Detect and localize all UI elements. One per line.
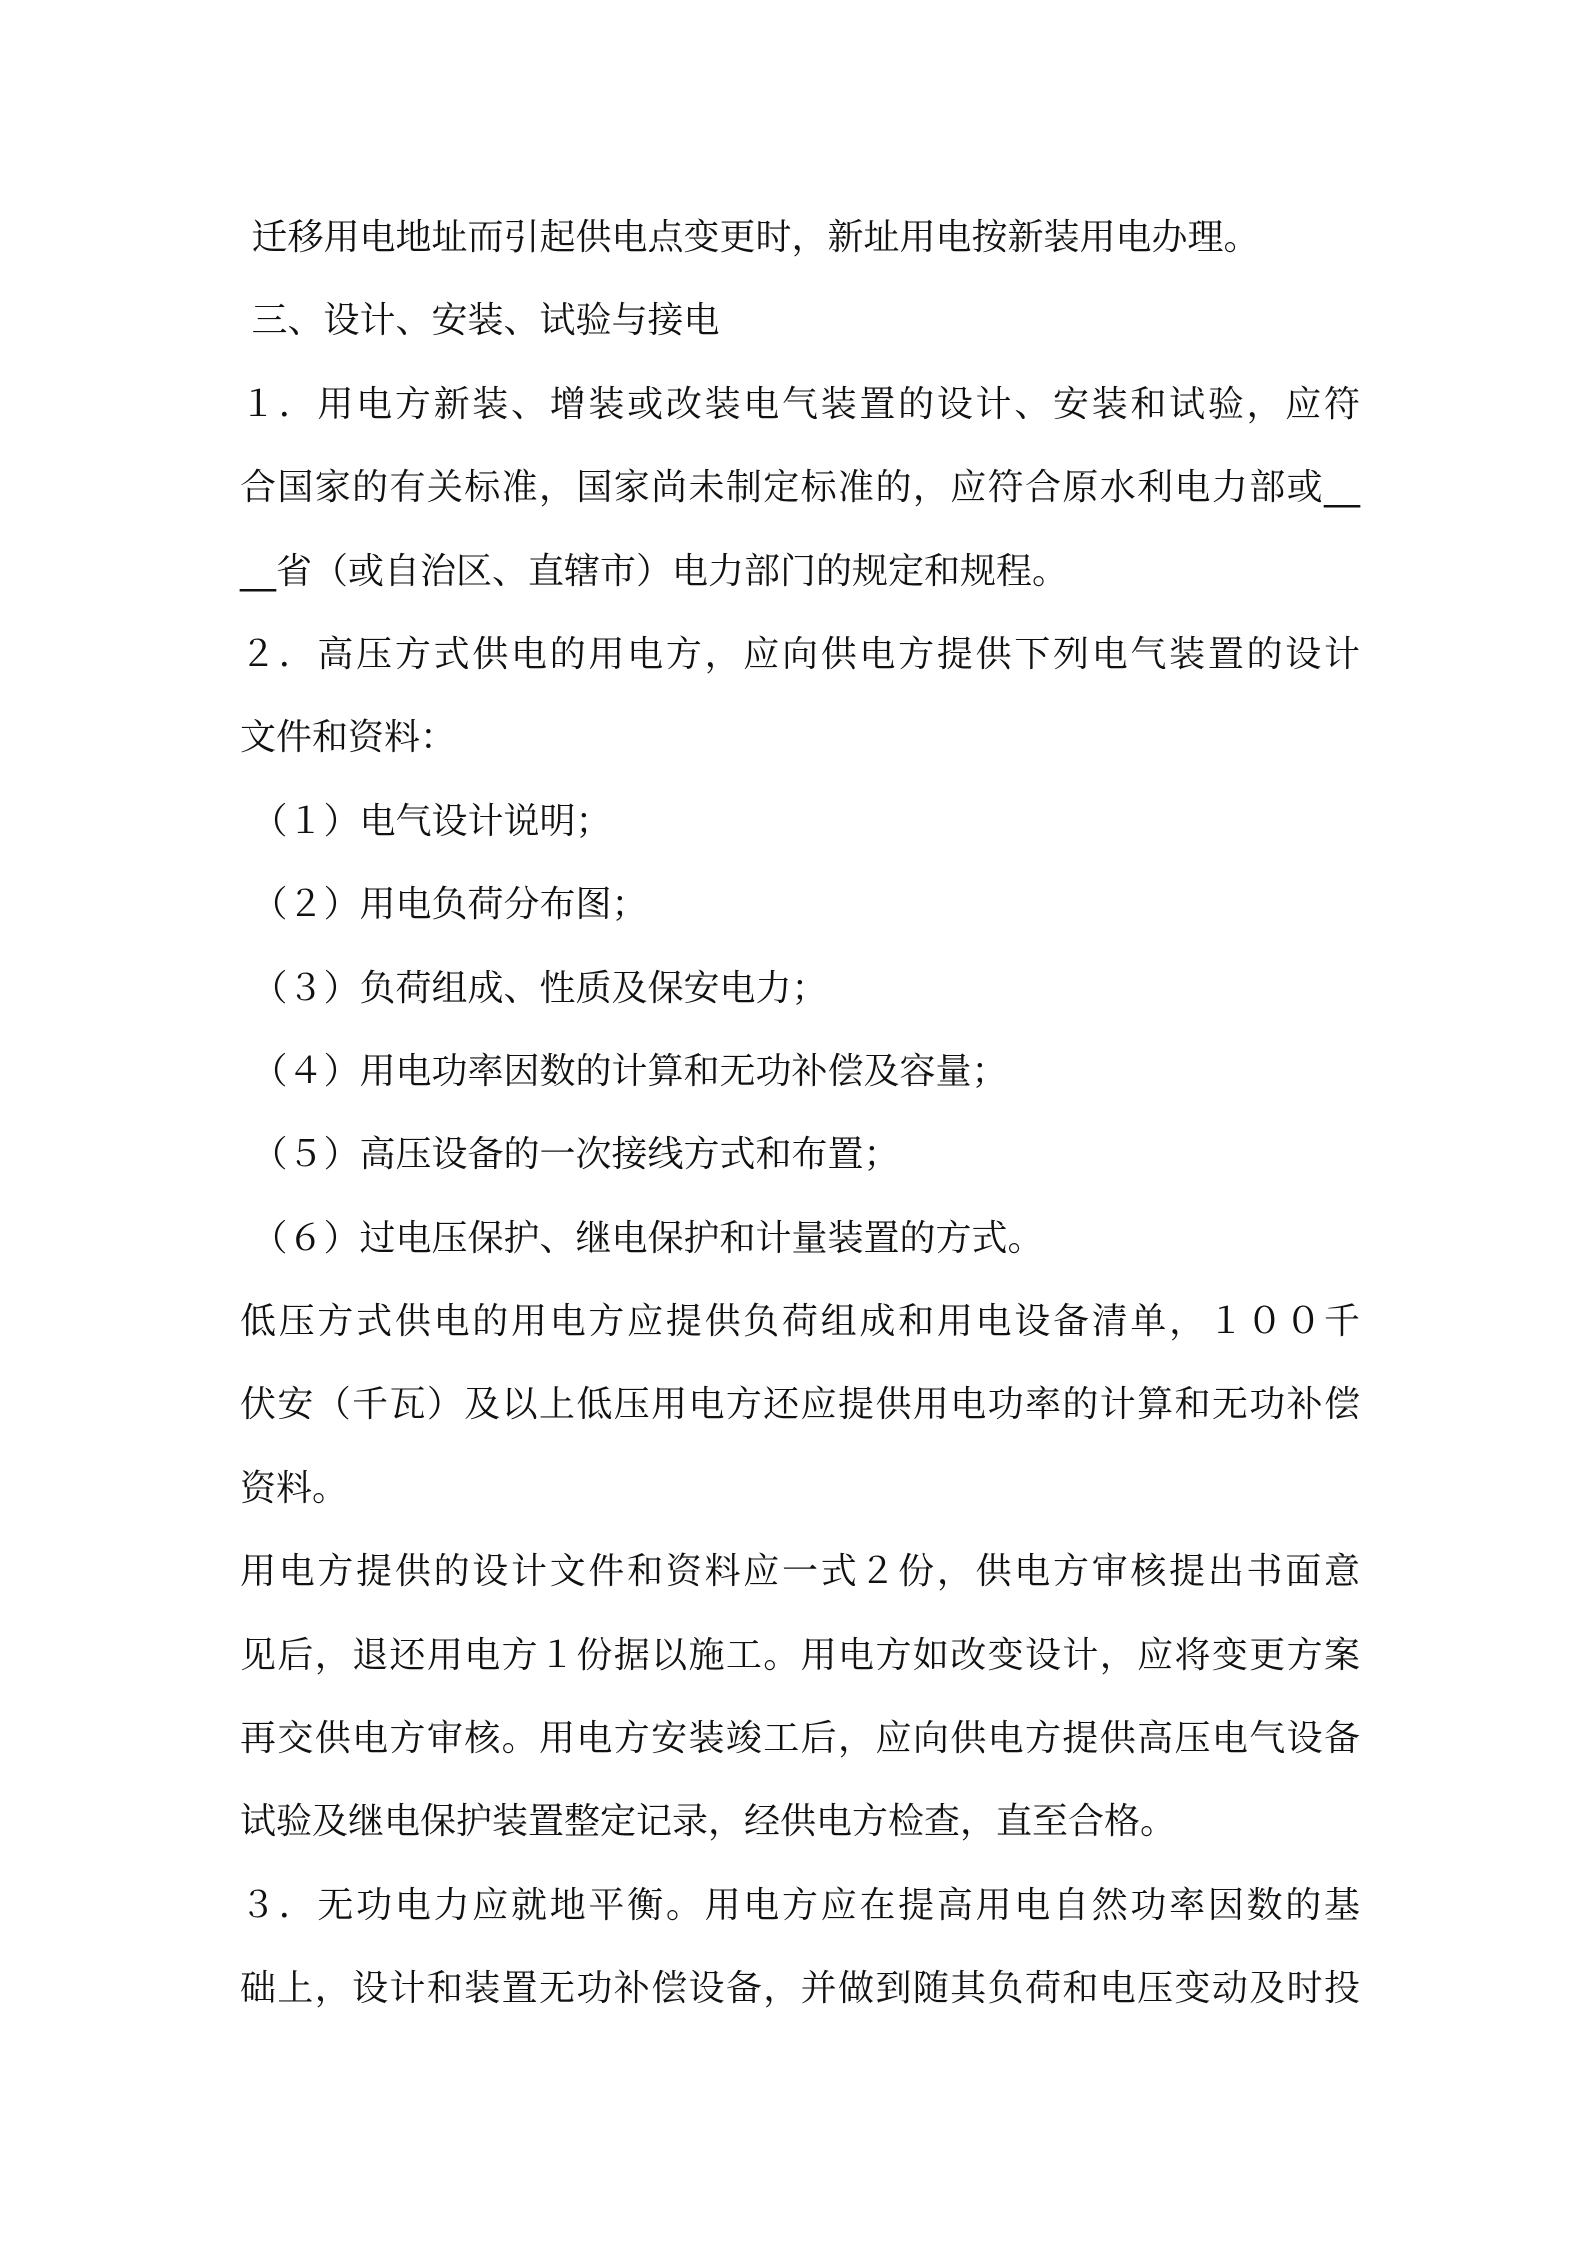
- text-line-1: 迁移用电地址而引起供电点变更时，新址用电按新装用电办理。: [240, 217, 1260, 258]
- text-line-22: 础上，设计和装置无功补偿设备，并做到随其负荷和电压变动及时投: [240, 1968, 1360, 2010]
- text-line-14: 低压方式供电的用电方应提供负荷组成和用电设备清单，１００千: [240, 1301, 1360, 1343]
- list-item-1: （１）电气设计说明；: [240, 800, 612, 842]
- text-line-6: ２．高压方式供电的用电方，应向供电方提供下列电气装置的设计: [240, 633, 1360, 675]
- text-line-3: １．用电方新装、增装或改装电气装置的设计、安装和试验，应符: [240, 383, 1360, 425]
- text-line-17: 用电方提供的设计文件和资料应一式２份，供电方审核提出书面意: [240, 1551, 1360, 1593]
- text-line-7: 文件和资料：: [240, 717, 457, 759]
- text-line-5: __省（或自治区、直辖市）电力部门的规定和规程。: [240, 550, 1069, 592]
- document-body: [240, 196, 1360, 2031]
- text-line-19: 再交供电方审核。用电方安装竣工后，应向供电方提供高压电气设备: [240, 1718, 1360, 1760]
- list-item-6: （６）过电压保护、继电保护和计量装置的方式。: [240, 1217, 1044, 1259]
- text-line-16: 资料。: [240, 1467, 349, 1509]
- section-heading: 三、设计、安装、试验与接电: [240, 300, 720, 342]
- text-line-15: 伏安（千瓦）及以上低压用电方还应提供用电功率的计算和无功补偿: [240, 1384, 1360, 1426]
- list-item-5: （５）高压设备的一次接线方式和布置；: [240, 1134, 900, 1176]
- text-line-4: 合国家的有关标准，国家尚未制定标准的，应符合原水利电力部或__: [240, 467, 1360, 509]
- text-line-20: 试验及继电保护装置整定记录，经供电方检查，直至合格。: [240, 1801, 1177, 1843]
- list-item-3: （３）负荷组成、性质及保安电力；: [240, 967, 828, 1009]
- list-item-2: （２）用电负荷分布图；: [240, 884, 648, 926]
- text-line-21: ３．无功电力应就地平衡。用电方应在提高用电自然功率因数的基: [240, 1884, 1360, 1926]
- text-line-18: 见后，退还用电方１份据以施工。用电方如改变设计，应将变更方案: [240, 1634, 1360, 1676]
- list-item-4: （４）用电功率因数的计算和无功补偿及容量；: [240, 1050, 1008, 1092]
